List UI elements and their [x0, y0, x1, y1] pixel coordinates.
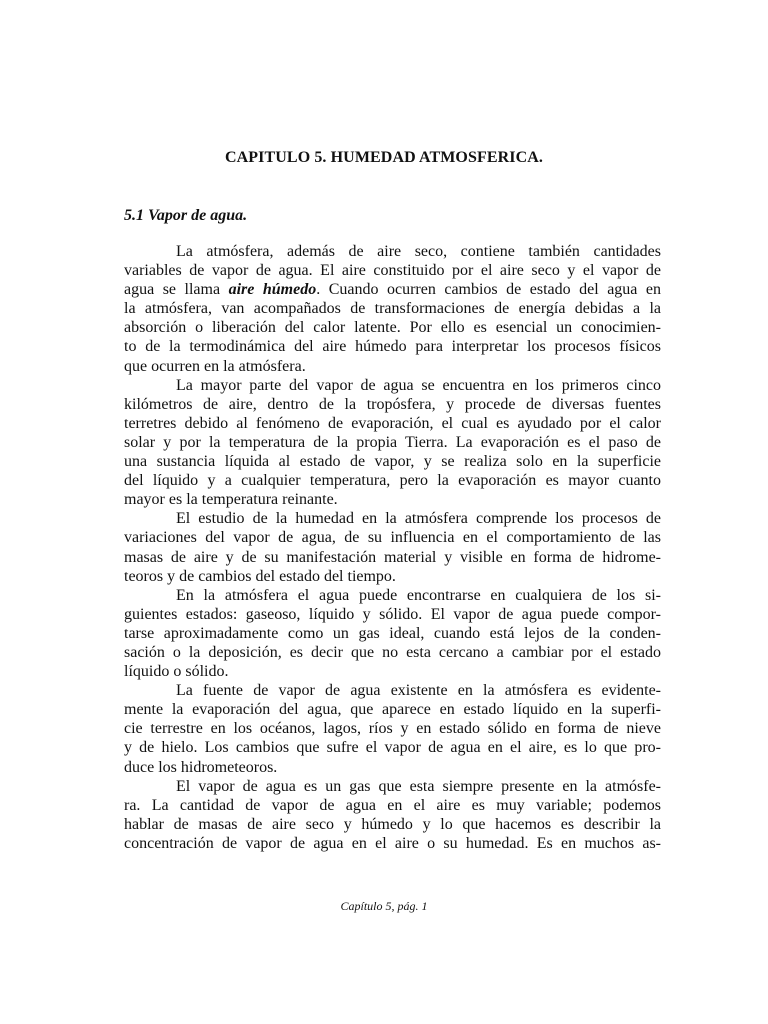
- text-line: hablar de masas de aire seco y húmedo y lo que hacemos es describir la: [124, 815, 661, 833]
- text-line: La atmósfera, además de aire seco, contiene también cantidades: [176, 243, 661, 260]
- paragraph: [124, 681, 661, 776]
- text-line: concentración de vapor de agua en el aire o su humedad. Es en muchos as-: [124, 834, 661, 852]
- paragraph: [124, 777, 661, 853]
- text-line: duce los hidrometeoros.: [124, 758, 278, 776]
- paragraph: [124, 509, 661, 585]
- paragraph: [124, 376, 661, 510]
- text-line: El estudio de la humedad en la atmósfera comprende los procesos de: [176, 510, 661, 528]
- paragraph: [124, 586, 661, 681]
- text-line-with-term: [124, 280, 661, 299]
- text-fragment: . Cuando ocurren cambios de estado del agua en: [316, 281, 661, 299]
- text-line: una sustancia líquida al estado de vapor, y se realiza solo en la superficie: [124, 453, 661, 471]
- text-line: kilómetros de aire, dentro de la tropósfera, y procede de diversas fuentes: [124, 395, 661, 413]
- text-line: El vapor de agua es un gas que esta siempre presente en la atmósfe-: [176, 777, 661, 795]
- text-line: sación o la deposición, es decir que no esta cercano a cambiar por el estado: [124, 643, 661, 661]
- text-line: mente la evaporación del agua, que aparece en estado líquido en la superfi-: [124, 701, 661, 719]
- page-footer: Capítulo 5, pág. 1: [340, 899, 428, 913]
- text-line: tarse aproximadamente como un gas ideal, cuando está lejos de la conden-: [124, 624, 661, 642]
- text-line: variables de vapor de agua. El aire constituido por el aire seco y el vapor de: [124, 262, 661, 280]
- text-line: to de la termodinámica del aire húmedo para interpretar los procesos físicos: [124, 338, 661, 356]
- text-line: cie terrestre en los océanos, lagos, ríos y en estado sólido en forma de nieve: [124, 720, 661, 738]
- text-line: líquido o sólido.: [124, 663, 229, 681]
- section-heading: 5.1 Vapor de agua.: [124, 207, 248, 224]
- paragraph: [124, 242, 661, 376]
- text-line: La mayor parte del vapor de agua se encuentra en los primeros cinco: [176, 376, 661, 394]
- text-line: terretres debido al fenómeno de evaporación, el cual es ayudado por el calor: [124, 414, 661, 432]
- text-line: mayor es la temperatura reinante.: [124, 491, 338, 509]
- text-line: En la atmósfera el agua puede encontrarse en cualquiera de los si-: [176, 586, 661, 604]
- text-line: teoros y de cambios del estado del tiempo.: [124, 567, 396, 585]
- text-line: que ocurren en la atmósfera.: [124, 357, 306, 375]
- text-line: del líquido y a cualquier temperatura, pero la evaporación es mayor cuanto: [124, 472, 661, 490]
- text-line: solar y por la temperatura de la propia Tierra. La evaporación es el paso de: [124, 433, 661, 451]
- text-line: variaciones del vapor de agua, de su influencia en el comportamiento de las: [124, 529, 661, 547]
- text-line: ra. La cantidad de vapor de agua en el aire es muy variable; podemos: [124, 796, 661, 814]
- defined-term: aire húmedo: [228, 281, 317, 299]
- text-line: La fuente de vapor de agua existente en la atmósfera es evidente-: [176, 682, 661, 700]
- body-text: [124, 242, 661, 853]
- text-line: la atmósfera, van acompañados de transformaciones de energía debidas a la: [124, 300, 661, 318]
- text-line: absorción o liberación del calor latente. Por ello es esencial un conocimien-: [124, 319, 661, 337]
- chapter-title: CAPITULO 5. HUMEDAD ATMOSFERICA.: [224, 149, 544, 166]
- text-line: guientes estados: gaseoso, líquido y sólido. El vapor de agua puede compor-: [124, 605, 661, 623]
- text-line: y de hielo. Los cambios que sufre el vapor de agua en el aire, es lo que pro-: [124, 739, 661, 757]
- text-fragment: agua se llama: [124, 281, 229, 299]
- text-line: masas de aire y de su manifestación material y visible en forma de hidrome-: [124, 548, 661, 566]
